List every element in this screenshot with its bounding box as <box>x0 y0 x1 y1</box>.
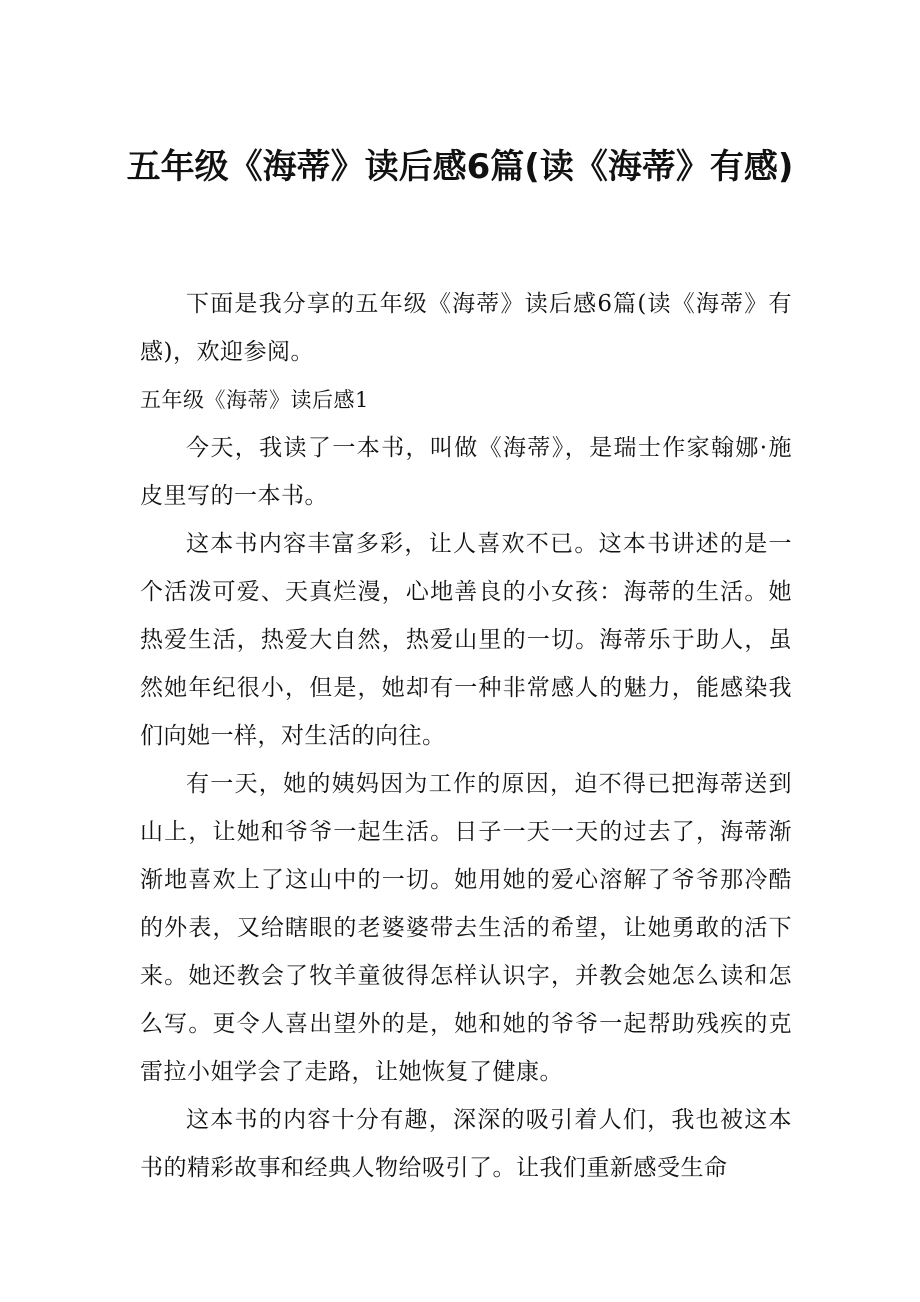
body-paragraph-1: 今天，我读了一本书，叫做《海蒂》，是瑞士作家翰娜·施皮里写的一本书。 <box>140 435 792 509</box>
body-paragraph-2: 这本书内容丰富多彩，让人喜欢不已。这本书讲述的是一个活泼可爱、天真烂漫，心地善良的小女孩：海蒂的生活。她热爱生活，热爱大自然，热爱山里的一切。海蒂乐于助人，虽然她年纪很小，但是，她却有一种非常感人的魅力，能感染我们向她一样，对生活的向往。 <box>140 531 792 749</box>
body-paragraph-3: 有一天，她的姨妈因为工作的原因，迫不得已把海蒂送到山上，让她和爷爷一起生活。日子一天一天的过去了，海蒂渐渐地喜欢上了这山中的一切。她用她的爱心溶解了爷爷那冷酷的外表，又给瞎眼的老婆婆带去生活的希望，让她勇敢的活下来。她还教会了牧羊童彼得怎样认识字，并教会她怎么读和怎么写。更令人喜出望外的是，她和她的爷爷一起帮助残疾的克雷拉小姐学会了走路，让她恢复了健康。 <box>140 771 792 1085</box>
intro-paragraph: 下面是我分享的五年级《海蒂》读后感6篇(读《海蒂》有感)，欢迎参阅。 <box>140 291 792 365</box>
document-body <box>140 280 792 1192</box>
document-title: 五年级《海蒂》读后感6篇(读《海蒂》有感) <box>126 147 794 187</box>
body-paragraph-4: 这本书的内容十分有趣，深深的吸引着人们，我也被这本书的精彩故事和经典人物给吸引了。让我们重新感受生命 <box>140 1107 792 1181</box>
section-heading: 五年级《海蒂》读后感1 <box>140 388 369 412</box>
